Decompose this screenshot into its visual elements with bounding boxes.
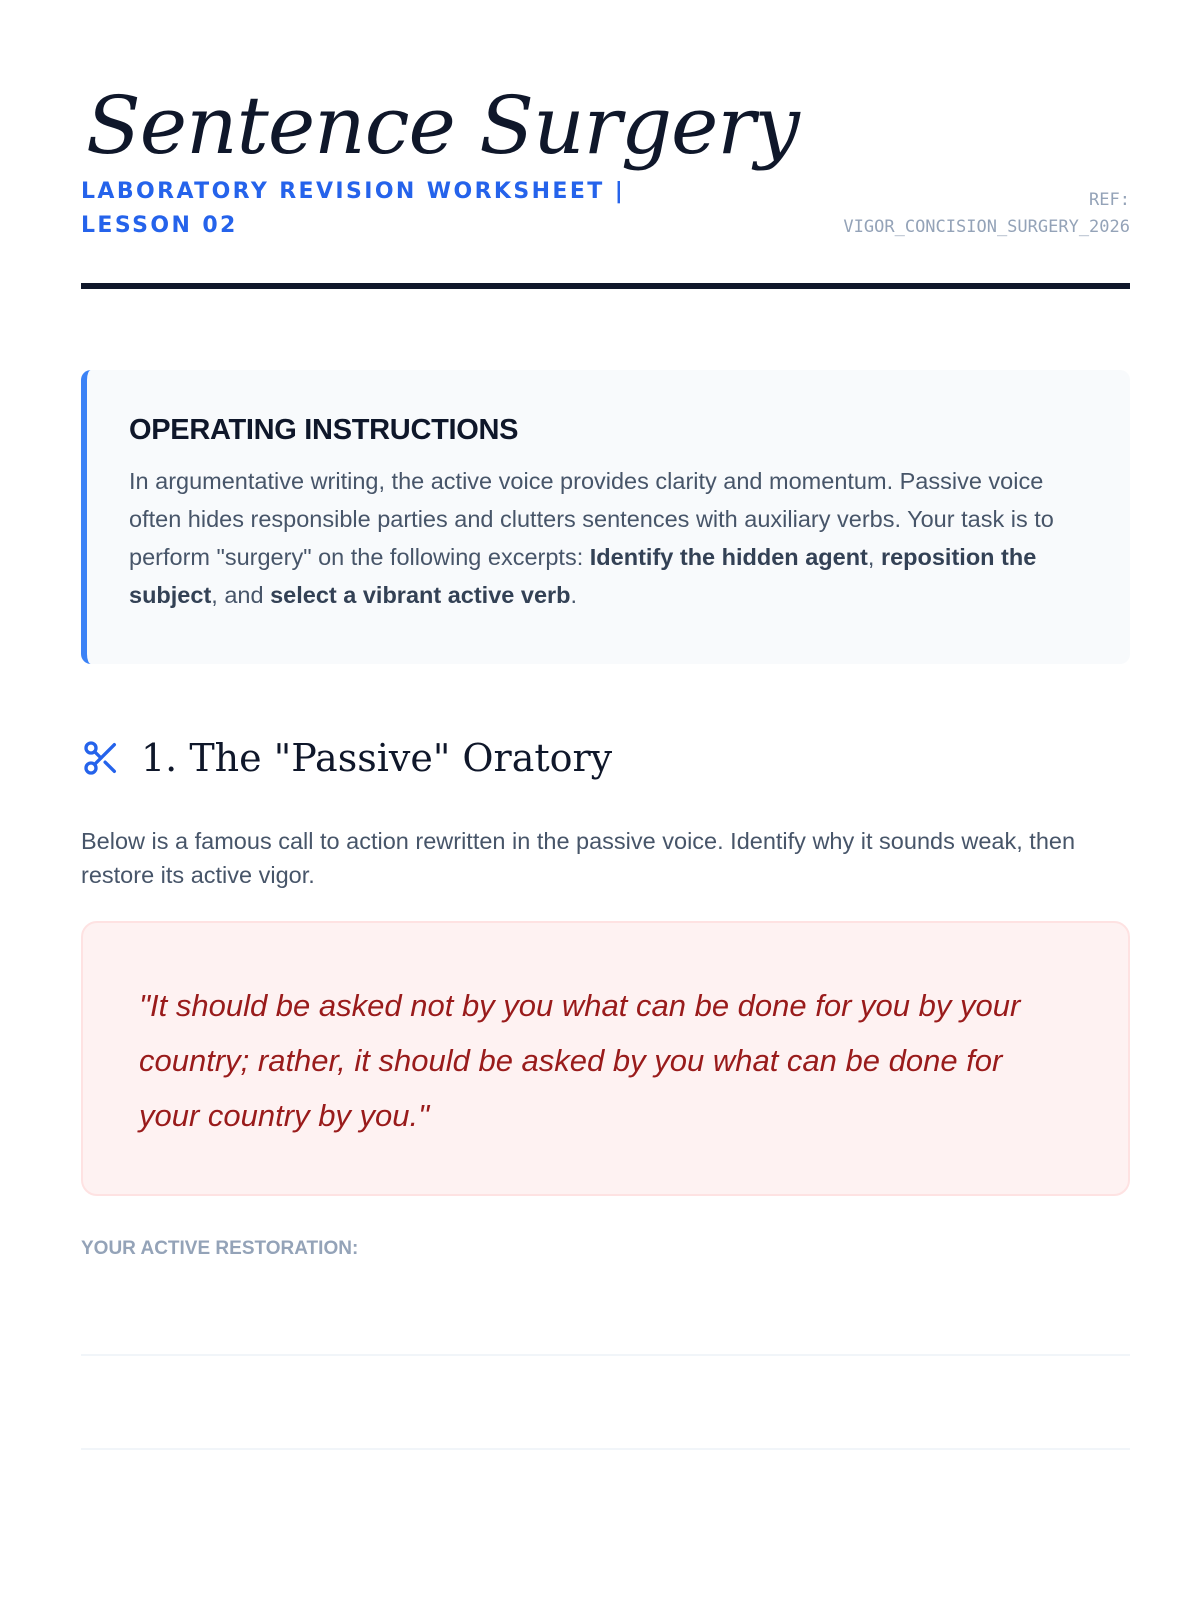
instructions-heading: OPERATING INSTRUCTIONS (129, 414, 519, 446)
section-1-description: Below is a famous call to action rewritten in the passive voice. Identify why it sounds weak, then restore its active vigor. (81, 828, 1076, 888)
worksheet-page (81, 0, 1130, 1259)
instructions-emphasis-verb: select a vibrant active verb (270, 582, 571, 608)
instructions-emphasis-subject: reposition the subject (129, 544, 1037, 608)
reference-label: REF: (1089, 190, 1130, 210)
passive-quote-text: "It should be asked not by you what can be done for you by your country; rather, it should be asked by you what can be done for your country by you." (139, 988, 1021, 1133)
instructions-emphasis-agent: Identify the hidden agent (589, 544, 868, 570)
passive-quote-box (81, 921, 1130, 1196)
instructions-text (129, 462, 1090, 614)
answer-writing-line[interactable] (81, 1448, 1130, 1450)
instructions-text-part: , (867, 544, 881, 570)
worksheet-header (81, 0, 1130, 292)
reference-value: VIGOR_CONCISION_SURGERY_2026 (843, 217, 1130, 237)
section-1-heading (81, 728, 612, 788)
page-title: Sentence Surgery (86, 79, 799, 172)
instructions-text-part: In argumentative writing, the active voice provides clarity and momentum. Passive voice often hides responsible parties and clutters sentences with auxiliary verbs. Your task is to perform "surgery" on the following excerpts: (129, 468, 1054, 570)
header-divider (81, 283, 1130, 289)
answer-label: YOUR ACTIVE RESTORATION: (81, 1238, 359, 1259)
scissors-icon (81, 738, 121, 778)
operating-instructions-card (81, 370, 1130, 664)
answer-writing-line[interactable] (81, 1354, 1130, 1356)
reference-code (843, 187, 1130, 241)
worksheet-subtitle: LABORATORY REVISION WORKSHEET | LESSON 02 (81, 179, 626, 238)
instructions-text-part: . (570, 582, 578, 608)
section-1-title: 1. The "Passive" Oratory (141, 736, 613, 780)
instructions-text-part: , and (211, 582, 271, 608)
